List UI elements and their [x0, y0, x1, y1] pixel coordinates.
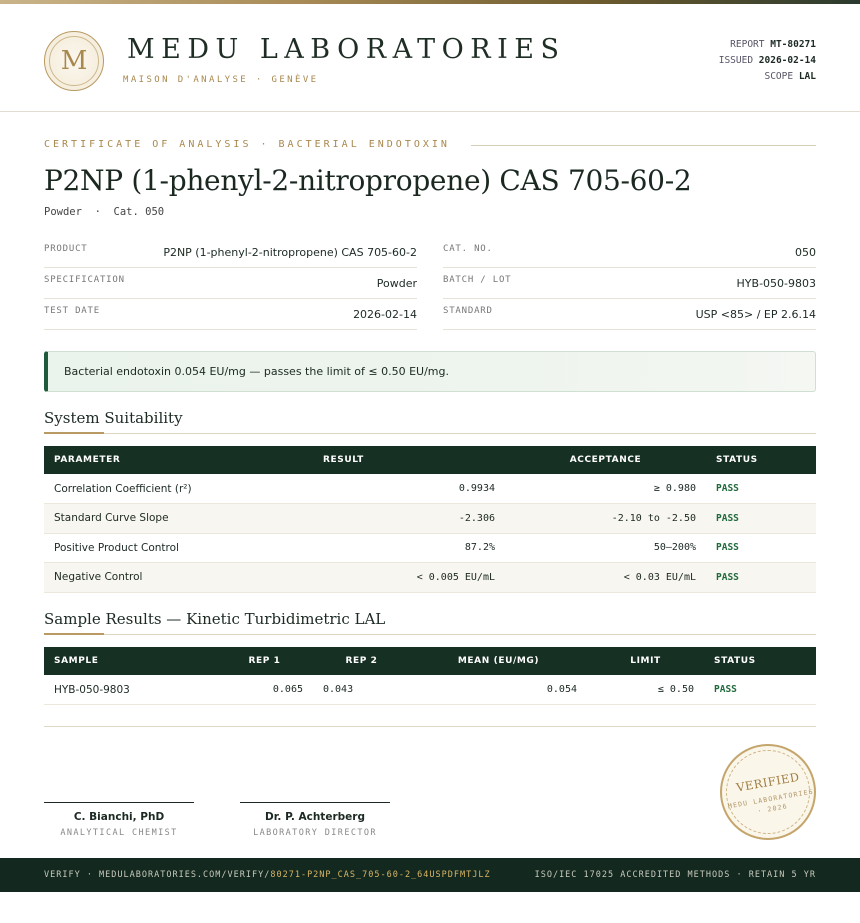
page-subtitle: Powder · Cat. 050	[44, 206, 165, 218]
info-value: HYB-050-9803	[736, 276, 816, 290]
section-underline	[44, 633, 104, 635]
info-value: USP <85> / EP 2.6.14	[695, 307, 816, 321]
column-header: ACCEPTANCE	[505, 446, 706, 474]
info-grid-right	[443, 237, 816, 330]
signature-divider	[44, 726, 816, 727]
info-grid-left	[44, 237, 417, 330]
info-value: 2026-02-14	[353, 307, 417, 321]
cell-result: < 0.005 EU/mL	[313, 563, 505, 593]
stamp-main-text: VERIFIED	[735, 769, 801, 795]
info-label: PRODUCT	[44, 244, 88, 254]
info-row-standard	[443, 299, 816, 330]
report-meta	[719, 37, 816, 85]
column-header: REP 2	[313, 647, 410, 675]
column-header: LIMIT	[587, 647, 704, 675]
signature-role: ANALYTICAL CHEMIST	[60, 828, 178, 838]
info-row-cat-no	[443, 237, 816, 268]
status-badge: PASS	[706, 504, 816, 534]
footer-bar	[0, 858, 860, 892]
cell-parameter: Negative Control	[44, 563, 313, 593]
result-banner	[44, 351, 816, 392]
verified-stamp	[720, 744, 816, 840]
suitability-table	[44, 446, 816, 593]
cell-acceptance: 50–200%	[505, 533, 706, 563]
signature-name: Dr. P. Achterberg	[265, 811, 365, 823]
info-row-batch	[443, 268, 816, 299]
table-row	[44, 533, 816, 563]
info-row-test-date	[44, 299, 417, 330]
footer-verify	[44, 870, 491, 880]
brand-logo	[44, 31, 104, 91]
cell-acceptance: < 0.03 EU/mL	[505, 563, 706, 593]
signature-block-chemist	[44, 802, 194, 838]
signature-block-director	[240, 802, 390, 838]
info-label: BATCH / LOT	[443, 275, 512, 285]
table-row	[44, 474, 816, 504]
table-header-row	[44, 446, 816, 474]
info-row-product	[44, 237, 417, 268]
column-header: REP 1	[216, 647, 313, 675]
info-value: 050	[795, 245, 816, 259]
status-badge: PASS	[706, 533, 816, 563]
table-row	[44, 675, 816, 705]
brand-subtitle: MAISON D'ANALYSE · GENÈVE	[123, 75, 319, 85]
cell-parameter: Correlation Coefficient (r²)	[44, 474, 313, 504]
column-header: RESULT	[313, 446, 505, 474]
footer-verify-prefix: VERIFY · MEDULABORATORIES.COM/VERIFY/	[44, 870, 271, 880]
cell-acceptance: -2.10 to -2.50	[505, 504, 706, 534]
meta-issued: ISSUED 2026-02-14	[718, 55, 816, 66]
cell-sample: HYB-050-9803	[44, 675, 216, 705]
header	[0, 4, 860, 112]
column-header: MEAN (EU/MG)	[410, 647, 587, 675]
cell-rep2: 0.043	[313, 675, 410, 705]
document-eyebrow: CERTIFICATE OF ANALYSIS · BACTERIAL ENDOTOXIN	[44, 139, 450, 150]
info-row-specification	[44, 268, 417, 299]
table-header-row	[44, 647, 816, 675]
page-bottom-margin	[0, 892, 860, 923]
cell-result: -2.306	[313, 504, 505, 534]
info-label: CAT. NO.	[443, 244, 493, 254]
section-title: System Suitability	[44, 409, 183, 427]
cell-result: 0.9934	[313, 474, 505, 504]
column-header: SAMPLE	[44, 647, 216, 675]
info-label: STANDARD	[443, 306, 493, 316]
meta-report: REPORT MT-80271	[730, 39, 816, 50]
section-title: Sample Results — Kinetic Turbidimetric LAL	[44, 610, 386, 628]
signature-name: C. Bianchi, PhD	[73, 811, 165, 823]
section-heading-samples	[44, 609, 816, 635]
cell-mean: 0.054	[410, 675, 587, 705]
info-value: P2NP (1-phenyl-2-nitropropene) CAS 705-60-2	[163, 245, 417, 259]
signature-role: LABORATORY DIRECTOR	[253, 828, 377, 838]
status-badge: PASS	[706, 474, 816, 504]
page-title: P2NP (1-phenyl-2-nitropropene) CAS 705-60-2	[44, 164, 692, 197]
status-badge: PASS	[706, 563, 816, 593]
table-row	[44, 563, 816, 593]
footer-accreditation: ISO/IEC 17025 ACCREDITED METHODS · RETAIN 5 YR	[534, 870, 816, 880]
stamp-content	[714, 738, 825, 849]
cell-limit: ≤ 0.50	[587, 675, 704, 705]
cell-rep1: 0.065	[216, 675, 313, 705]
cell-parameter: Positive Product Control	[44, 533, 313, 563]
table-row	[44, 504, 816, 534]
cell-acceptance: ≥ 0.980	[505, 474, 706, 504]
section-heading-suitability	[44, 408, 816, 434]
column-header: PARAMETER	[44, 446, 313, 474]
meta-scope: SCOPE LAL	[764, 71, 816, 82]
cell-result: 87.2%	[313, 533, 505, 563]
eyebrow-divider	[471, 145, 816, 146]
column-header: STATUS	[704, 647, 816, 675]
status-badge: PASS	[704, 675, 816, 705]
column-header: STATUS	[706, 446, 816, 474]
result-banner-text: Bacterial endotoxin 0.054 EU/mg — passes the limit of ≤ 0.50 EU/mg.	[64, 365, 449, 378]
info-label: SPECIFICATION	[44, 275, 125, 285]
logo-letter: M	[60, 46, 88, 76]
brand-name: MEDU LABORATORIES	[127, 34, 566, 65]
info-label: TEST DATE	[44, 306, 100, 316]
info-value: Powder	[376, 276, 417, 290]
section-underline	[44, 432, 104, 434]
stamp-sub-text: MEDU LABORATORIES · 2026	[727, 786, 815, 815]
cell-parameter: Standard Curve Slope	[44, 504, 313, 534]
verify-link[interactable]: 80271-P2NP_CAS_705-60-2_64USPDFMTJLZ	[270, 870, 491, 880]
sample-results-table	[44, 647, 816, 705]
